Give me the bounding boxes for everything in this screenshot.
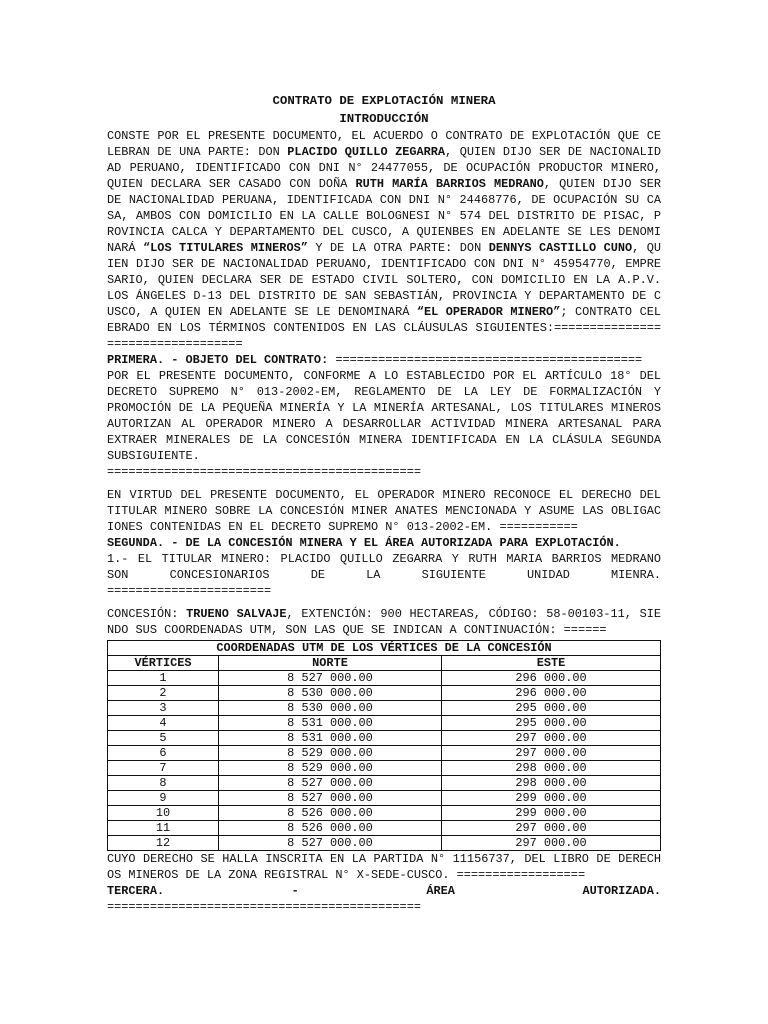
este-cell: 295 000.00 <box>442 716 661 731</box>
segunda-body: 1.- EL TITULAR MINERO: PLACIDO QUILLO ZEGARRA Y RUTH MARIA BARRIOS MEDRANO SON CONCESIONARIOS DE LA SIGUIENTE UNIDAD MIENRA. <box>107 552 661 582</box>
text-run: PLACIDO QUILLO ZEGARRA <box>287 145 446 159</box>
vertex-cell: 7 <box>108 761 219 776</box>
tercera-autorizada: AUTORIZADA. <box>582 884 661 898</box>
tercera-heading <box>107 883 661 899</box>
table-row <box>108 701 661 716</box>
vertex-cell: 8 <box>108 776 219 791</box>
este-cell: 297 000.00 <box>442 836 661 851</box>
final-rule: ============================================ <box>107 900 421 914</box>
norte-cell: 8 526 000.00 <box>219 806 442 821</box>
table-row <box>108 821 661 836</box>
table-row <box>108 746 661 761</box>
segunda-rule: ======================= <box>107 584 272 598</box>
vertex-cell: 11 <box>108 821 219 836</box>
este-cell: 296 000.00 <box>442 686 661 701</box>
vertex-cell: 6 <box>108 746 219 761</box>
table-row <box>108 686 661 701</box>
header-vertices: VÉRTICES <box>108 656 219 671</box>
segunda-heading <box>107 535 661 551</box>
concesion-paragraph <box>107 606 661 638</box>
vertex-cell: 10 <box>108 806 219 821</box>
intro-paragraph <box>107 128 661 352</box>
header-norte: NORTE <box>219 656 442 671</box>
norte-cell: 8 527 000.00 <box>219 836 442 851</box>
coordinates-table <box>107 640 661 851</box>
vertex-cell: 1 <box>108 671 219 686</box>
text-run: =========================================== <box>328 353 643 367</box>
tercera-label: TERCERA. <box>107 884 165 898</box>
norte-cell: 8 531 000.00 <box>219 731 442 746</box>
text-run: , EXTENCIÓN: 900 HECTAREAS, CÓDIGO: 58-00103-11, SIENDO SUS COORDENADAS UTM, SON LAS QUE SE INDICAN A CONTINUACIÓN: ====== <box>107 607 661 637</box>
vertex-cell: 3 <box>108 701 219 716</box>
text-run: CONCESIÓN: <box>107 607 187 621</box>
este-cell: 297 000.00 <box>442 821 661 836</box>
norte-cell: 8 530 000.00 <box>219 701 442 716</box>
text-run: , QUIEN DIJO SER DE NACIONALIDAD PERUANO, IDENTIFICADO CON DNI N° 24477055, DE OCUPACIÓN PRODUCTOR MINERO, QUIEN DECLARA SER CASADO CON DOÑA <box>107 145 662 191</box>
este-cell: 296 000.00 <box>442 671 661 686</box>
text-run: , QUIEN DIJO SER DE NACIONALIDAD PERUANO, IDENTIFICADO CON DNI N° 45954770, EMPRESARIO, QUIEN DECLARA SER DE ESTADO CIVIL SOLTERO, CON DOMICILIO EN LA A.P.V. LOS ÁNGELES D-13 DEL DISTRITO DE SAN SEBASTIÁN, PROVINCIA Y DEPARTAMENTO DE CUSCO, A QUIEN EN ADELANTE SE LE DENOMINARÁ <box>107 241 662 319</box>
norte-cell: 8 527 000.00 <box>219 791 442 806</box>
table-row <box>108 776 661 791</box>
table-row <box>108 716 661 731</box>
text-run: RUTH MARÍA BARRIOS MEDRANO <box>355 177 544 191</box>
este-cell: 299 000.00 <box>442 806 661 821</box>
table-row <box>108 806 661 821</box>
norte-cell: 8 531 000.00 <box>219 716 442 731</box>
norte-cell: 8 527 000.00 <box>219 671 442 686</box>
primera-body: POR EL PRESENTE DOCUMENTO, CONFORME A LO ESTABLECIDO POR EL ARTÍCULO 18° DEL DECRETO SUPREMO N° 013-2002-EM, REGLAMENTO DE LA LEY DE FORMALIZACIÓN Y PROMOCIÓN DE LA PEQUEÑA MINERÍA Y LA MINERÍA ARTESANAL, LOS TITULARES MINEROS AUTORIZAN AL OPERADOR MINERO A DESARROLLAR ACTIVIDAD MINERA ARTESANAL PARA EXTRAER MINERALES DE LA CONCESIÓN MINERA IDENTIFICADA EN LA CLÁSULA SEGUNDA SUBSIGUIENTE. <box>107 369 661 463</box>
norte-cell: 8 529 000.00 <box>219 746 442 761</box>
este-cell: 299 000.00 <box>442 791 661 806</box>
vertex-cell: 2 <box>108 686 219 701</box>
text-run: TRUENO SALVAJE <box>186 607 287 621</box>
este-cell: 298 000.00 <box>442 776 661 791</box>
segunda-heading-text: SEGUNDA. - DE LA CONCESIÓN MINERA Y EL ÁREA AUTORIZADA PARA EXPLOTACIÓN. <box>107 536 621 550</box>
table-body <box>108 671 661 851</box>
text-run: “LOS TITULARES MINEROS” <box>143 241 308 255</box>
este-cell: 297 000.00 <box>442 746 661 761</box>
text-run: DENNYS CASTILLO CUNO <box>488 241 633 255</box>
primera-rule: ============================================ <box>107 465 421 479</box>
vertex-cell: 5 <box>108 731 219 746</box>
table-caption: COORDENADAS UTM DE LOS VÉRTICES DE LA CONCESIÓN <box>108 641 661 656</box>
table-row <box>108 761 661 776</box>
primera-heading <box>107 352 661 368</box>
table-row <box>108 836 661 851</box>
partida-paragraph: CUYO DERECHO SE HALLA INSCRITA EN LA PARTIDA N° 11156737, DEL LIBRO DE DERECHOS MINEROS DE LA ZONA REGISTRAL N° X-SEDE-CUSCO. ================== <box>107 852 661 882</box>
norte-cell: 8 526 000.00 <box>219 821 442 836</box>
document <box>107 92 661 915</box>
table-row <box>108 671 661 686</box>
tercera-dash: - <box>291 884 299 898</box>
virtud-paragraph: EN VIRTUD DEL PRESENTE DOCUMENTO, EL OPERADOR MINERO RECONOCE EL DERECHO DEL TITULAR MINERO SOBRE LA CONCESIÓN MINER ANATES MENCIONADA Y ASUME LAS OBLIGACIONES CONTENIDAS EN EL DECRETO SUPREMO N° 013-2002-EM. =========== <box>107 488 661 534</box>
text-run: PRIMERA. - OBJETO DEL CONTRATO: <box>107 353 329 367</box>
vertex-cell: 9 <box>108 791 219 806</box>
table-row <box>108 731 661 746</box>
text-run: Y DE LA OTRA PARTE: DON <box>307 241 489 255</box>
norte-cell: 8 529 000.00 <box>219 761 442 776</box>
norte-cell: 8 530 000.00 <box>219 686 442 701</box>
table-row <box>108 791 661 806</box>
document-subtitle: INTRODUCCIÓN <box>339 112 429 126</box>
tercera-area: ÁREA <box>426 884 455 898</box>
vertex-cell: 4 <box>108 716 219 731</box>
este-cell: 297 000.00 <box>442 731 661 746</box>
header-este: ESTE <box>442 656 661 671</box>
text-run: , QUIEN DIJO SER DE NACIONALIDAD PERUANA, IDENTIFICADA CON DNI N° 24468776, DE OCUPACIÓN SU CASA, AMBOS CON DOMICILIO EN LA CALLE BOLOGNESI N° 574 DEL DISTRITO DE PISAC, PROVINCIA CALCA Y DEPARTAMENTO DEL CUSCO, A QUIENBES EN ADELANTE SE LES DENOMINARÁ <box>107 177 661 255</box>
text-run: CONSTE POR EL PRESENTE DOCUMENTO, EL ACUERDO O CONTRATO DE EXPLOTACIÓN QUE CELEBRAN DE UNA PARTE: DON <box>107 129 661 159</box>
vertex-cell: 12 <box>108 836 219 851</box>
document-title: CONTRATO DE EXPLOTACIÓN MINERA <box>272 94 496 108</box>
norte-cell: 8 527 000.00 <box>219 776 442 791</box>
este-cell: 295 000.00 <box>442 701 661 716</box>
este-cell: 298 000.00 <box>442 761 661 776</box>
text-run: “EL OPERADOR MINERO” <box>416 305 561 319</box>
text-run: ; CONTRATO CELEBRADO EN LOS TÉRMINOS CONTENIDOS EN LAS CLÁUSULAS SIGUIENTES:================================== <box>107 305 661 351</box>
